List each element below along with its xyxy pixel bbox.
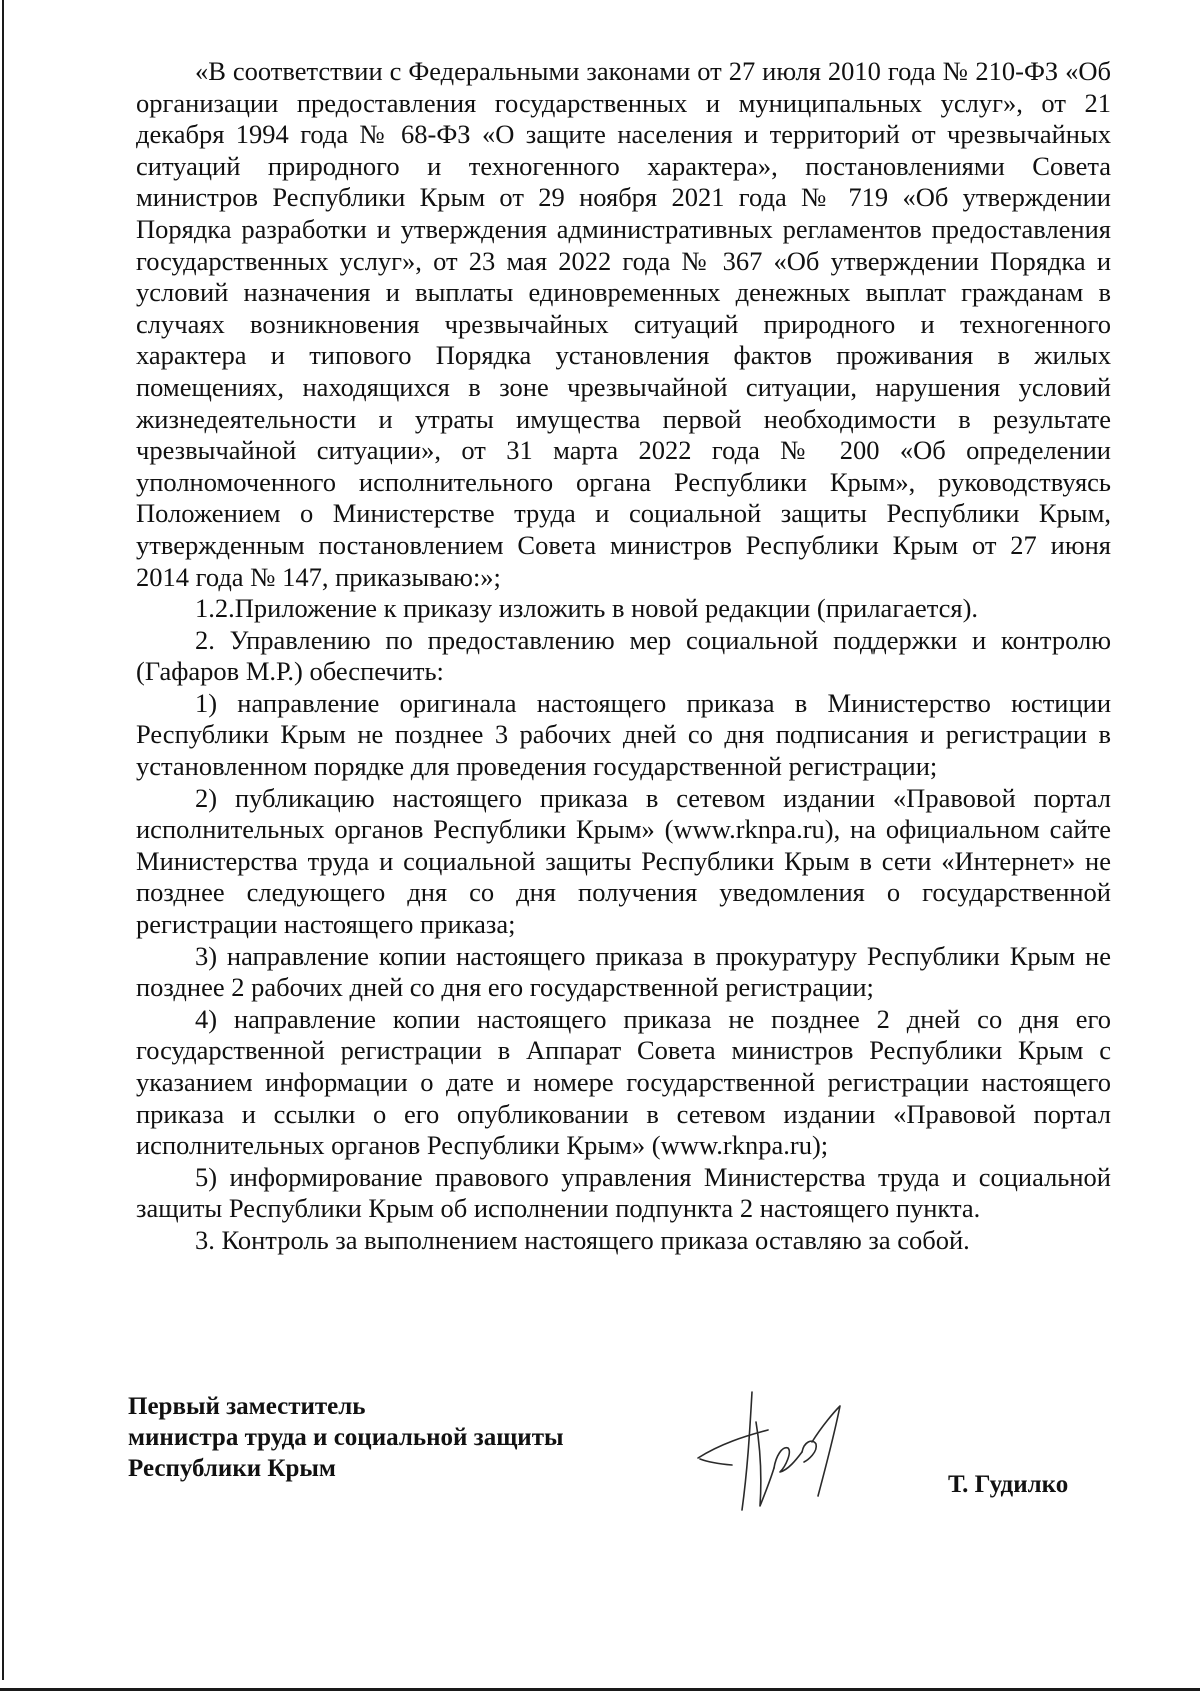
handwritten-signature [690,1386,870,1516]
subitem-5-paragraph: 5) информирование правового управления Министерства труда и социальной защиты Республики Крым об исполнении подпункта 2 настоящего пункта. [136,1161,1111,1224]
signatory-name: Т. Гудилко [948,1471,1069,1498]
signatory-title-line: министра труда и социальной защиты [128,1424,564,1451]
document-body [136,56,1111,1257]
item-3-paragraph: 3. Контроль за выполнением настоящего приказа оставляю за собой. [195,1224,970,1255]
preamble-paragraph: «В соответствии с Федеральными законами от 27 июля 2010 года № 210-ФЗ «Об организации предоставления государственных и муниципальных услуг», от 21 декабря 1994 года № 68-ФЗ «О защите населения и территорий от чрезвычайных ситуаций природного и техногенного характера», постановлениями Совета министров Республики Крым от 29 ноября 2021 года № 719 «Об утверждении Порядка разработки и утверждения административных регламентов предоставления государственных услуг», от 23 мая 2022 года № 367 «Об утверждении Порядка и условий назначения и выплаты единовременных денежных выплат гражданам в случаях возникновения чрезвычайных ситуаций природного и техногенного характера и типового Порядка установления фактов проживания в жилых помещениях, находящихся в зоне чрезвычайной ситуации, нарушения условий жизнедеятельности и утраты имущества первой необходимости в результате чрезвычайной ситуации», от 31 марта 2022 года № 200 «Об определении уполномоченного исполнительного органа Республики Крым», руководствуясь Положением о Министерстве труда и социальной защиты Республики Крым, утвержденным постановлением Совета министров Республики Крым от 27 июня 2014 года № 147, приказываю:»; [136,56,1111,592]
subitem-3-paragraph: 3) направление копии настоящего приказа в прокуратуру Республики Крым не позднее 2 рабочих дней со дня его государственной регистрации; [136,940,1111,1003]
signatory-title-line: Республики Крым [128,1455,336,1482]
subitem-2-paragraph: 2) публикацию настоящего приказа в сетевом издании «Правовой портал исполнительных органов Республики Крым» (www.rknpa.ru), на официальном сайте Министерства труда и социальной защиты Республики Крым в сети «Интернет» не позднее следующего дня со дня получения уведомления о государственной регистрации настоящего приказа; [136,782,1111,940]
page-left-edge [2,0,4,1680]
item-2-paragraph: 2. Управлению по предоставлению мер социальной поддержки и контролю (Гафаров М.Р.) обеспечить: [136,624,1111,687]
subitem-1-paragraph: 1) направление оригинала настоящего приказа в Министерство юстиции Республики Крым не позднее 3 рабочих дней со дня подписания и регистрации в установленном порядке для проведения государственной регистрации; [136,687,1111,782]
signatory-title [128,1391,564,1484]
subitem-4-paragraph: 4) направление копии настоящего приказа не позднее 2 дней со дня его государственной регистрации в Аппарат Совета министров Республики Крым с указанием информации о дате и номере государственной регистрации настоящего приказа и ссылки о его опубликовании в сетевом издании «Правовой портал исполнительных органов Республики Крым» (www.rknpa.ru); [136,1003,1111,1161]
page-bottom-edge [0,1688,1200,1691]
item-1-2-paragraph: 1.2.Приложение к приказу изложить в новой редакции (прилагается). [195,593,979,624]
signatory-title-line: Первый заместитель [128,1393,366,1420]
